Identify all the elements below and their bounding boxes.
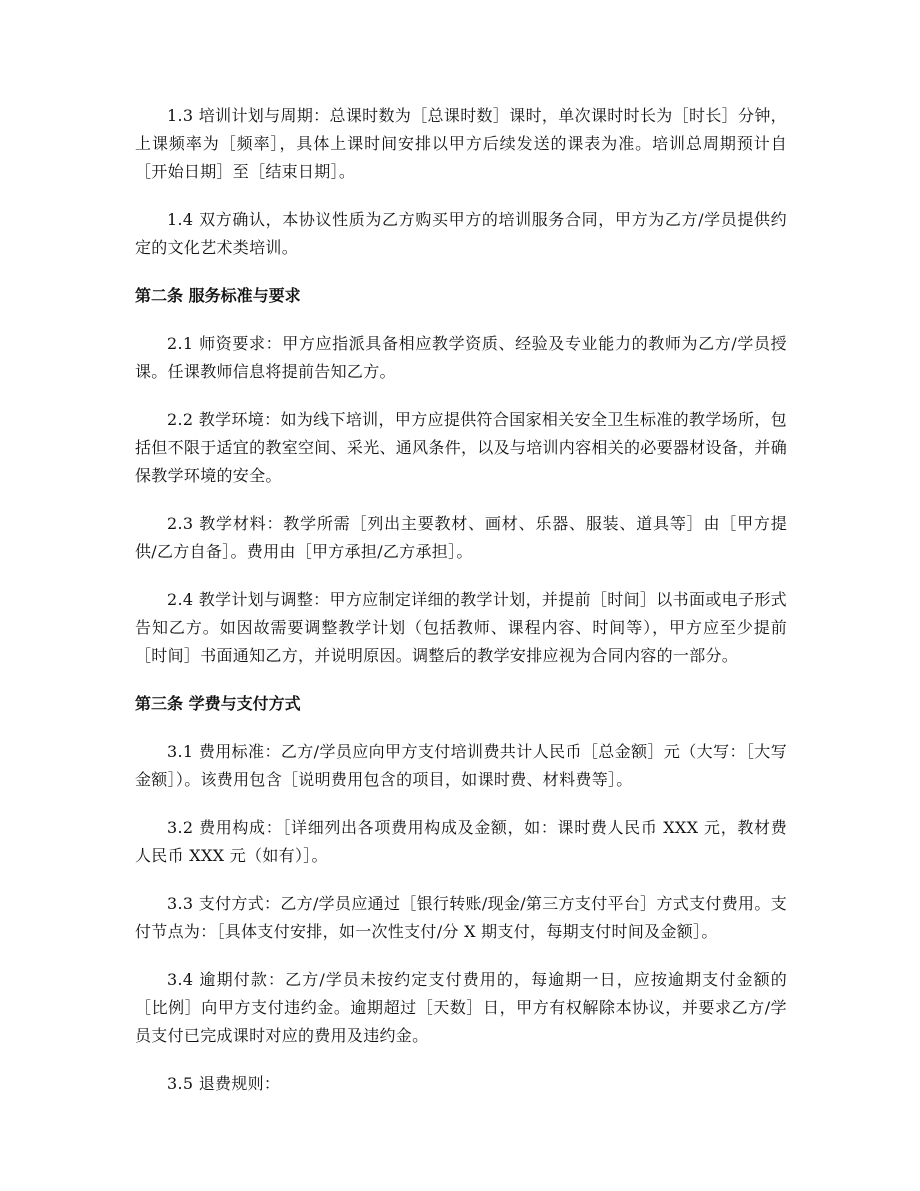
clause-2-3: 2.3 教学材料：教学所需［列出主要教材、画材、乐器、服装、道具等］由［甲方提供/乙方自备］。费用由［甲方承担/乙方承担］。 [135, 514, 787, 561]
clause-3-3: 3.3 支付方式：乙方/学员应通过［银行转账/现金/第三方支付平台］方式支付费用。支付节点为：［具体支付安排，如一次性支付/分 X 期支付，每期支付时间及金额］。 [135, 894, 787, 941]
clause-1-3: 1.3 培训计划与周期：总课时数为［总课时数］课时，单次课时时长为［时长］分钟，上课频率为［频率］，具体上课时间安排以甲方后续发送的课表为准。培训总周期预计自［开始日期］至［结束日期］。 [135, 106, 787, 181]
clause-3-2: 3.2 费用构成：［详细列出各项费用构成及金额，如：课时费人民币 XXX 元，教材费人民币 XXX 元（如有）］。 [135, 818, 787, 865]
clause-2-2: 2.2 教学环境：如为线下培训，甲方应提供符合国家相关安全卫生标准的教学场所，包括但不限于适宜的教室空间、采光、通风条件，以及与培训内容相关的必要器材设备，并确保教学环境的安全。 [135, 410, 788, 485]
article-2-heading: 第二条 服务标准与要求 [135, 286, 301, 305]
clause-3-4: 3.4 逾期付款：乙方/学员未按约定支付费用的，每逾期一日，应按逾期支付金额的［比例］向甲方支付违约金。逾期超过［天数］日，甲方有权解除本协议，并要求乙方/学员支付已完成课时对应的费用及违约金。 [135, 970, 787, 1045]
clause-2-1: 2.1 师资要求：甲方应指派具备相应教学资质、经验及专业能力的教师为乙方/学员授课。任课教师信息将提前告知乙方。 [135, 334, 787, 381]
clause-3-5: 3.5 退费规则： [167, 1074, 281, 1093]
clause-2-4: 2.4 教学计划与调整：甲方应制定详细的教学计划，并提前［时间］以书面或电子形式告知乙方。如因故需要调整教学计划（包括教师、课程内容、时间等），甲方应至少提前［时间］书面通知乙方，并说明原因。调整后的教学安排应视为合同内容的一部分。 [135, 590, 787, 665]
document-page [135, 102, 787, 1118]
article-3-heading: 第三条 学费与支付方式 [135, 694, 301, 713]
clause-1-4: 1.4 双方确认，本协议性质为乙方购买甲方的培训服务合同，甲方为乙方/学员提供约定的文化艺术类培训。 [135, 210, 787, 257]
clause-3-1: 3.1 费用标准：乙方/学员应向甲方支付培训费共计人民币［总金额］元（大写：［大写金额］）。该费用包含［说明费用包含的项目，如课时费、材料费等］。 [135, 742, 787, 789]
